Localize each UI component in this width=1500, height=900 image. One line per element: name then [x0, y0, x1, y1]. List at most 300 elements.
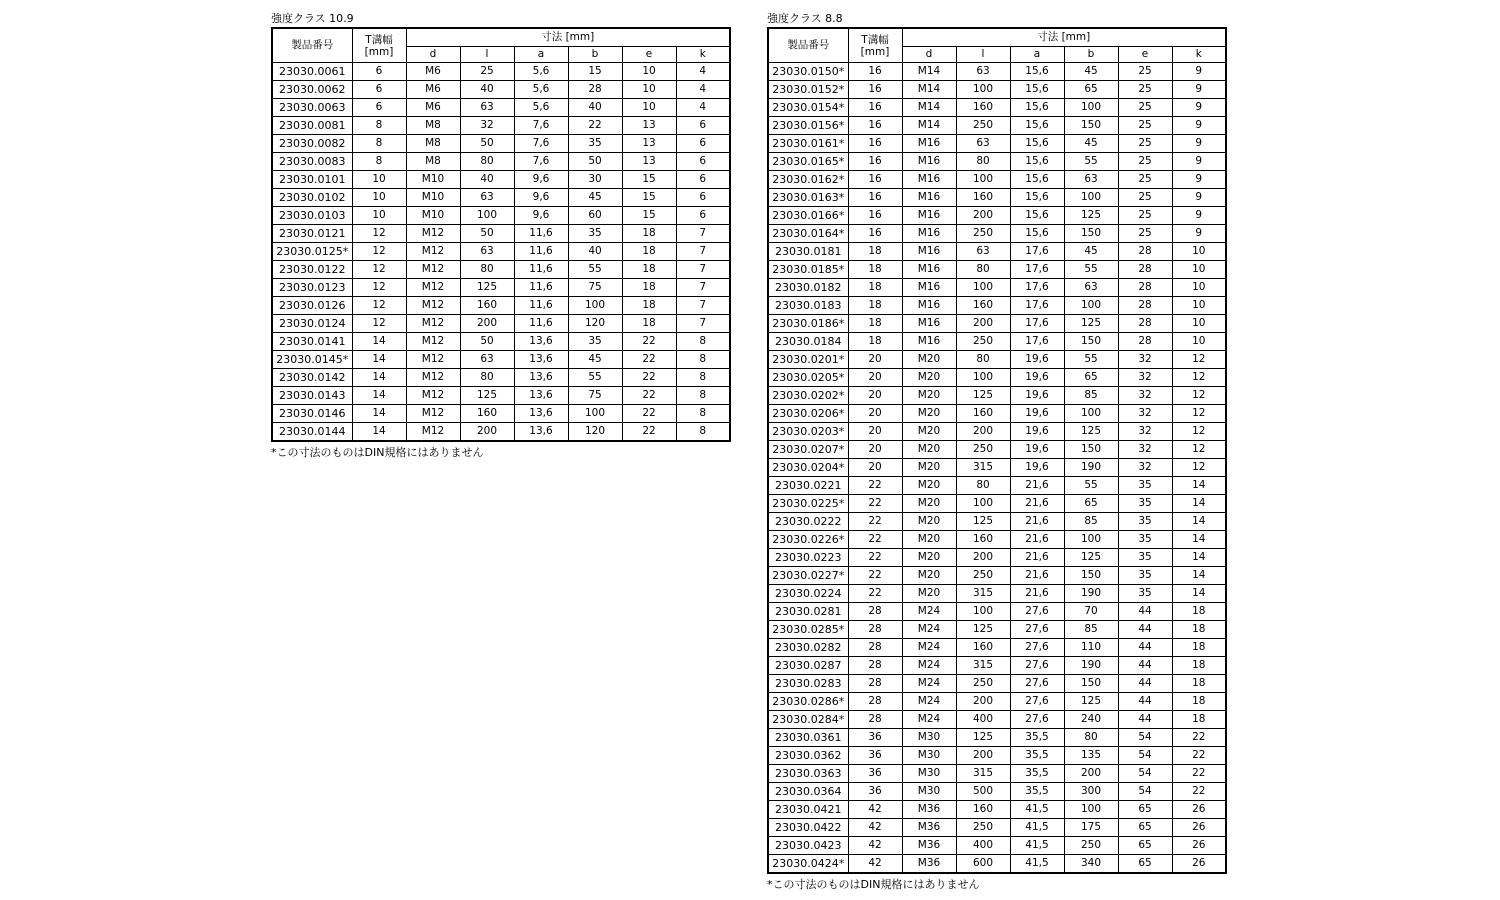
- cell-l: 315: [956, 765, 1010, 783]
- cell-t-slot-width: 22: [848, 531, 902, 549]
- cell-e: 25: [1118, 189, 1172, 207]
- cell-d: M20: [902, 513, 956, 531]
- cell-k: 26: [1172, 819, 1226, 837]
- cell-k: 12: [1172, 441, 1226, 459]
- cell-product-no: 23030.0204*: [768, 459, 848, 477]
- cell-a: 5,6: [514, 81, 568, 99]
- cell-l: 250: [956, 441, 1010, 459]
- table-row: [768, 567, 1226, 585]
- table-row: [272, 333, 730, 351]
- cell-product-no: 23030.0227*: [768, 567, 848, 585]
- cell-a: 15,6: [1010, 63, 1064, 81]
- cell-b: 340: [1064, 855, 1118, 874]
- cell-a: 41,5: [1010, 837, 1064, 855]
- table-title: 強度クラス 10.9: [271, 12, 354, 25]
- cell-b: 40: [568, 243, 622, 261]
- cell-b: 45: [568, 351, 622, 369]
- cell-b: 100: [568, 297, 622, 315]
- header-col-b: b: [1064, 47, 1118, 63]
- cell-b: 15: [568, 63, 622, 81]
- table-row: [768, 135, 1226, 153]
- cell-d: M36: [902, 837, 956, 855]
- cell-d: M36: [902, 855, 956, 874]
- cell-product-no: 23030.0202*: [768, 387, 848, 405]
- cell-a: 19,6: [1010, 351, 1064, 369]
- cell-d: M30: [902, 729, 956, 747]
- cell-a: 5,6: [514, 99, 568, 117]
- cell-product-no: 23030.0145*: [272, 351, 352, 369]
- cell-t-slot-width: 42: [848, 819, 902, 837]
- cell-k: 4: [676, 63, 730, 81]
- cell-t-slot-width: 28: [848, 693, 902, 711]
- cell-k: 14: [1172, 513, 1226, 531]
- cell-e: 32: [1118, 387, 1172, 405]
- table-row: [768, 693, 1226, 711]
- cell-a: 15,6: [1010, 225, 1064, 243]
- cell-b: 65: [1064, 369, 1118, 387]
- table-row: [272, 261, 730, 279]
- cell-product-no: 23030.0422: [768, 819, 848, 837]
- cell-t-slot-width: 28: [848, 711, 902, 729]
- cell-b: 100: [1064, 297, 1118, 315]
- cell-product-no: 23030.0364: [768, 783, 848, 801]
- table-row: [768, 549, 1226, 567]
- table-row: [768, 261, 1226, 279]
- cell-e: 65: [1118, 855, 1172, 874]
- cell-l: 160: [956, 189, 1010, 207]
- cell-product-no: 23030.0285*: [768, 621, 848, 639]
- cell-b: 125: [1064, 549, 1118, 567]
- cell-d: M20: [902, 549, 956, 567]
- cell-b: 45: [1064, 63, 1118, 81]
- cell-a: 19,6: [1010, 441, 1064, 459]
- cell-b: 85: [1064, 513, 1118, 531]
- cell-b: 55: [568, 369, 622, 387]
- cell-b: 240: [1064, 711, 1118, 729]
- cell-a: 19,6: [1010, 387, 1064, 405]
- cell-b: 175: [1064, 819, 1118, 837]
- cell-product-no: 23030.0184: [768, 333, 848, 351]
- cell-k: 14: [1172, 495, 1226, 513]
- cell-e: 18: [622, 279, 676, 297]
- cell-k: 12: [1172, 369, 1226, 387]
- cell-product-no: 23030.0082: [272, 135, 352, 153]
- cell-d: M20: [902, 567, 956, 585]
- cell-a: 41,5: [1010, 855, 1064, 874]
- table-row: [768, 477, 1226, 495]
- table-row: [768, 729, 1226, 747]
- cell-l: 200: [956, 315, 1010, 333]
- table-row: [768, 837, 1226, 855]
- cell-d: M10: [406, 189, 460, 207]
- cell-b: 65: [1064, 81, 1118, 99]
- cell-d: M6: [406, 99, 460, 117]
- table-row: [272, 99, 730, 117]
- cell-d: M16: [902, 297, 956, 315]
- header-t-slot-unit: [mm]: [860, 45, 890, 58]
- cell-k: 10: [1172, 315, 1226, 333]
- cell-product-no: 23030.0286*: [768, 693, 848, 711]
- cell-t-slot-width: 6: [352, 81, 406, 99]
- cell-d: M14: [902, 99, 956, 117]
- cell-b: 35: [568, 135, 622, 153]
- cell-product-no: 23030.0361: [768, 729, 848, 747]
- cell-e: 22: [622, 387, 676, 405]
- cell-k: 10: [1172, 243, 1226, 261]
- cell-b: 100: [1064, 189, 1118, 207]
- cell-a: 21,6: [1010, 513, 1064, 531]
- cell-t-slot-width: 28: [848, 639, 902, 657]
- cell-a: 21,6: [1010, 531, 1064, 549]
- cell-k: 7: [676, 261, 730, 279]
- header-product-no: 製品番号: [272, 28, 352, 63]
- cell-product-no: 23030.0421: [768, 801, 848, 819]
- cell-e: 22: [622, 369, 676, 387]
- cell-k: 6: [676, 207, 730, 225]
- cell-d: M12: [406, 387, 460, 405]
- cell-l: 100: [956, 171, 1010, 189]
- table-row: [768, 819, 1226, 837]
- cell-a: 15,6: [1010, 99, 1064, 117]
- table-row: [272, 243, 730, 261]
- cell-a: 7,6: [514, 135, 568, 153]
- spec-table: [271, 27, 731, 442]
- cell-t-slot-width: 16: [848, 189, 902, 207]
- table-row: [768, 423, 1226, 441]
- cell-b: 55: [1064, 153, 1118, 171]
- cell-b: 45: [1064, 243, 1118, 261]
- cell-a: 15,6: [1010, 135, 1064, 153]
- cell-k: 18: [1172, 639, 1226, 657]
- cell-e: 44: [1118, 657, 1172, 675]
- cell-t-slot-width: 20: [848, 405, 902, 423]
- cell-b: 190: [1064, 657, 1118, 675]
- cell-b: 120: [568, 315, 622, 333]
- cell-e: 25: [1118, 153, 1172, 171]
- cell-b: 45: [1064, 135, 1118, 153]
- table-title: 強度クラス 8.8: [767, 12, 843, 25]
- cell-d: M16: [902, 279, 956, 297]
- cell-k: 9: [1172, 117, 1226, 135]
- cell-a: 27,6: [1010, 711, 1064, 729]
- cell-t-slot-width: 14: [352, 387, 406, 405]
- cell-b: 125: [1064, 207, 1118, 225]
- cell-e: 18: [622, 297, 676, 315]
- cell-t-slot-width: 18: [848, 279, 902, 297]
- cell-l: 200: [956, 423, 1010, 441]
- header-col-l: l: [460, 47, 514, 63]
- cell-b: 85: [1064, 621, 1118, 639]
- cell-t-slot-width: 10: [352, 207, 406, 225]
- cell-e: 44: [1118, 621, 1172, 639]
- cell-d: M14: [902, 117, 956, 135]
- cell-e: 28: [1118, 297, 1172, 315]
- cell-a: 27,6: [1010, 693, 1064, 711]
- cell-d: M16: [902, 243, 956, 261]
- cell-l: 80: [956, 477, 1010, 495]
- table-row: [768, 765, 1226, 783]
- cell-k: 18: [1172, 603, 1226, 621]
- cell-l: 200: [956, 207, 1010, 225]
- cell-k: 18: [1172, 693, 1226, 711]
- cell-t-slot-width: 10: [352, 189, 406, 207]
- cell-t-slot-width: 12: [352, 297, 406, 315]
- cell-b: 125: [1064, 423, 1118, 441]
- cell-k: 9: [1172, 153, 1226, 171]
- cell-b: 55: [1064, 477, 1118, 495]
- cell-product-no: 23030.0081: [272, 117, 352, 135]
- table-row: [272, 81, 730, 99]
- cell-b: 120: [568, 423, 622, 442]
- cell-e: 28: [1118, 315, 1172, 333]
- cell-product-no: 23030.0182: [768, 279, 848, 297]
- cell-product-no: 23030.0221: [768, 477, 848, 495]
- table-row: [768, 315, 1226, 333]
- cell-a: 13,6: [514, 333, 568, 351]
- cell-e: 13: [622, 153, 676, 171]
- cell-l: 250: [956, 117, 1010, 135]
- cell-l: 160: [956, 297, 1010, 315]
- cell-k: 8: [676, 405, 730, 423]
- cell-a: 17,6: [1010, 333, 1064, 351]
- cell-e: 18: [622, 261, 676, 279]
- table-row: [272, 207, 730, 225]
- cell-b: 110: [1064, 639, 1118, 657]
- cell-l: 100: [956, 81, 1010, 99]
- cell-t-slot-width: 14: [352, 369, 406, 387]
- cell-e: 25: [1118, 63, 1172, 81]
- cell-l: 315: [956, 585, 1010, 603]
- table-body: [272, 63, 730, 442]
- cell-product-no: 23030.0162*: [768, 171, 848, 189]
- cell-d: M16: [902, 153, 956, 171]
- cell-d: M20: [902, 405, 956, 423]
- cell-k: 8: [676, 351, 730, 369]
- cell-a: 27,6: [1010, 621, 1064, 639]
- cell-product-no: 23030.0063: [272, 99, 352, 117]
- cell-b: 80: [1064, 729, 1118, 747]
- cell-a: 11,6: [514, 225, 568, 243]
- cell-l: 200: [956, 747, 1010, 765]
- cell-a: 13,6: [514, 423, 568, 442]
- cell-d: M12: [406, 261, 460, 279]
- cell-d: M16: [902, 261, 956, 279]
- table-row: [768, 189, 1226, 207]
- cell-b: 125: [1064, 693, 1118, 711]
- cell-product-no: 23030.0156*: [768, 117, 848, 135]
- cell-l: 40: [460, 81, 514, 99]
- table-row: [768, 459, 1226, 477]
- cell-t-slot-width: 42: [848, 801, 902, 819]
- cell-b: 150: [1064, 225, 1118, 243]
- table-row: [768, 405, 1226, 423]
- cell-a: 15,6: [1010, 81, 1064, 99]
- cell-e: 54: [1118, 783, 1172, 801]
- cell-d: M20: [902, 585, 956, 603]
- cell-d: M12: [406, 297, 460, 315]
- cell-t-slot-width: 20: [848, 459, 902, 477]
- cell-e: 18: [622, 243, 676, 261]
- cell-l: 250: [956, 225, 1010, 243]
- cell-e: 44: [1118, 693, 1172, 711]
- cell-a: 11,6: [514, 279, 568, 297]
- cell-t-slot-width: 16: [848, 135, 902, 153]
- cell-e: 28: [1118, 261, 1172, 279]
- cell-a: 11,6: [514, 297, 568, 315]
- cell-d: M20: [902, 531, 956, 549]
- cell-l: 100: [956, 603, 1010, 621]
- cell-e: 22: [622, 333, 676, 351]
- header-col-a: a: [514, 47, 568, 63]
- cell-e: 15: [622, 189, 676, 207]
- cell-product-no: 23030.0284*: [768, 711, 848, 729]
- cell-b: 135: [1064, 747, 1118, 765]
- cell-product-no: 23030.0126: [272, 297, 352, 315]
- cell-d: M12: [406, 243, 460, 261]
- cell-b: 85: [1064, 387, 1118, 405]
- cell-k: 12: [1172, 405, 1226, 423]
- table-row: [272, 171, 730, 189]
- cell-e: 35: [1118, 495, 1172, 513]
- cell-e: 44: [1118, 603, 1172, 621]
- cell-d: M14: [902, 81, 956, 99]
- table-row: [768, 153, 1226, 171]
- cell-product-no: 23030.0423: [768, 837, 848, 855]
- cell-k: 9: [1172, 63, 1226, 81]
- cell-e: 54: [1118, 765, 1172, 783]
- cell-k: 6: [676, 135, 730, 153]
- cell-t-slot-width: 16: [848, 99, 902, 117]
- cell-e: 13: [622, 135, 676, 153]
- cell-l: 50: [460, 333, 514, 351]
- table-row: [768, 747, 1226, 765]
- cell-product-no: 23030.0183: [768, 297, 848, 315]
- header-dimensions: 寸法 [mm]: [902, 28, 1226, 47]
- table-row: [768, 333, 1226, 351]
- cell-l: 63: [956, 243, 1010, 261]
- cell-l: 100: [956, 279, 1010, 297]
- cell-l: 160: [956, 801, 1010, 819]
- cell-t-slot-width: 8: [352, 153, 406, 171]
- cell-t-slot-width: 12: [352, 315, 406, 333]
- cell-l: 63: [460, 351, 514, 369]
- cell-d: M14: [902, 63, 956, 81]
- cell-k: 8: [676, 333, 730, 351]
- header-col-k: k: [676, 47, 730, 63]
- table-row: [768, 171, 1226, 189]
- cell-e: 25: [1118, 207, 1172, 225]
- cell-product-no: 23030.0205*: [768, 369, 848, 387]
- cell-a: 11,6: [514, 261, 568, 279]
- cell-e: 25: [1118, 225, 1172, 243]
- table-row: [272, 135, 730, 153]
- cell-l: 63: [460, 243, 514, 261]
- cell-a: 21,6: [1010, 585, 1064, 603]
- table-row: [768, 441, 1226, 459]
- cell-e: 65: [1118, 819, 1172, 837]
- cell-e: 44: [1118, 675, 1172, 693]
- cell-e: 65: [1118, 801, 1172, 819]
- cell-b: 45: [568, 189, 622, 207]
- table-row: [768, 675, 1226, 693]
- cell-e: 32: [1118, 441, 1172, 459]
- cell-a: 21,6: [1010, 567, 1064, 585]
- cell-k: 22: [1172, 747, 1226, 765]
- cell-l: 25: [460, 63, 514, 81]
- table-row: [768, 621, 1226, 639]
- cell-t-slot-width: 18: [848, 333, 902, 351]
- cell-t-slot-width: 28: [848, 657, 902, 675]
- cell-t-slot-width: 18: [848, 297, 902, 315]
- cell-l: 100: [956, 495, 1010, 513]
- header-col-e: e: [622, 47, 676, 63]
- cell-a: 17,6: [1010, 279, 1064, 297]
- cell-b: 22: [568, 117, 622, 135]
- cell-e: 65: [1118, 837, 1172, 855]
- cell-l: 250: [956, 675, 1010, 693]
- cell-k: 10: [1172, 333, 1226, 351]
- table-row: [768, 243, 1226, 261]
- cell-product-no: 23030.0122: [272, 261, 352, 279]
- cell-b: 300: [1064, 783, 1118, 801]
- cell-k: 9: [1172, 99, 1226, 117]
- cell-product-no: 23030.0102: [272, 189, 352, 207]
- cell-e: 32: [1118, 459, 1172, 477]
- cell-e: 44: [1118, 711, 1172, 729]
- cell-d: M12: [406, 315, 460, 333]
- cell-t-slot-width: 16: [848, 117, 902, 135]
- cell-t-slot-width: 10: [352, 171, 406, 189]
- cell-product-no: 23030.0181: [768, 243, 848, 261]
- cell-a: 35,5: [1010, 765, 1064, 783]
- header-t-slot: [848, 28, 902, 63]
- cell-product-no: 23030.0223: [768, 549, 848, 567]
- cell-l: 32: [460, 117, 514, 135]
- cell-b: 100: [1064, 801, 1118, 819]
- cell-t-slot-width: 22: [848, 585, 902, 603]
- table-row: [768, 531, 1226, 549]
- cell-d: M20: [902, 369, 956, 387]
- cell-l: 160: [460, 405, 514, 423]
- cell-b: 200: [1064, 765, 1118, 783]
- cell-t-slot-width: 12: [352, 243, 406, 261]
- cell-e: 32: [1118, 369, 1172, 387]
- cell-t-slot-width: 8: [352, 135, 406, 153]
- cell-product-no: 23030.0146: [272, 405, 352, 423]
- cell-b: 150: [1064, 117, 1118, 135]
- cell-d: M30: [902, 765, 956, 783]
- cell-e: 28: [1118, 333, 1172, 351]
- cell-a: 17,6: [1010, 243, 1064, 261]
- cell-a: 27,6: [1010, 657, 1064, 675]
- cell-e: 18: [622, 225, 676, 243]
- cell-product-no: 23030.0222: [768, 513, 848, 531]
- cell-e: 25: [1118, 81, 1172, 99]
- cell-t-slot-width: 12: [352, 279, 406, 297]
- cell-a: 11,6: [514, 243, 568, 261]
- cell-l: 250: [956, 819, 1010, 837]
- cell-t-slot-width: 22: [848, 495, 902, 513]
- cell-a: 19,6: [1010, 459, 1064, 477]
- cell-l: 160: [956, 531, 1010, 549]
- cell-product-no: 23030.0226*: [768, 531, 848, 549]
- cell-b: 100: [1064, 531, 1118, 549]
- cell-b: 125: [1064, 315, 1118, 333]
- cell-t-slot-width: 28: [848, 603, 902, 621]
- table-row: [272, 369, 730, 387]
- cell-l: 200: [460, 315, 514, 333]
- cell-k: 6: [676, 117, 730, 135]
